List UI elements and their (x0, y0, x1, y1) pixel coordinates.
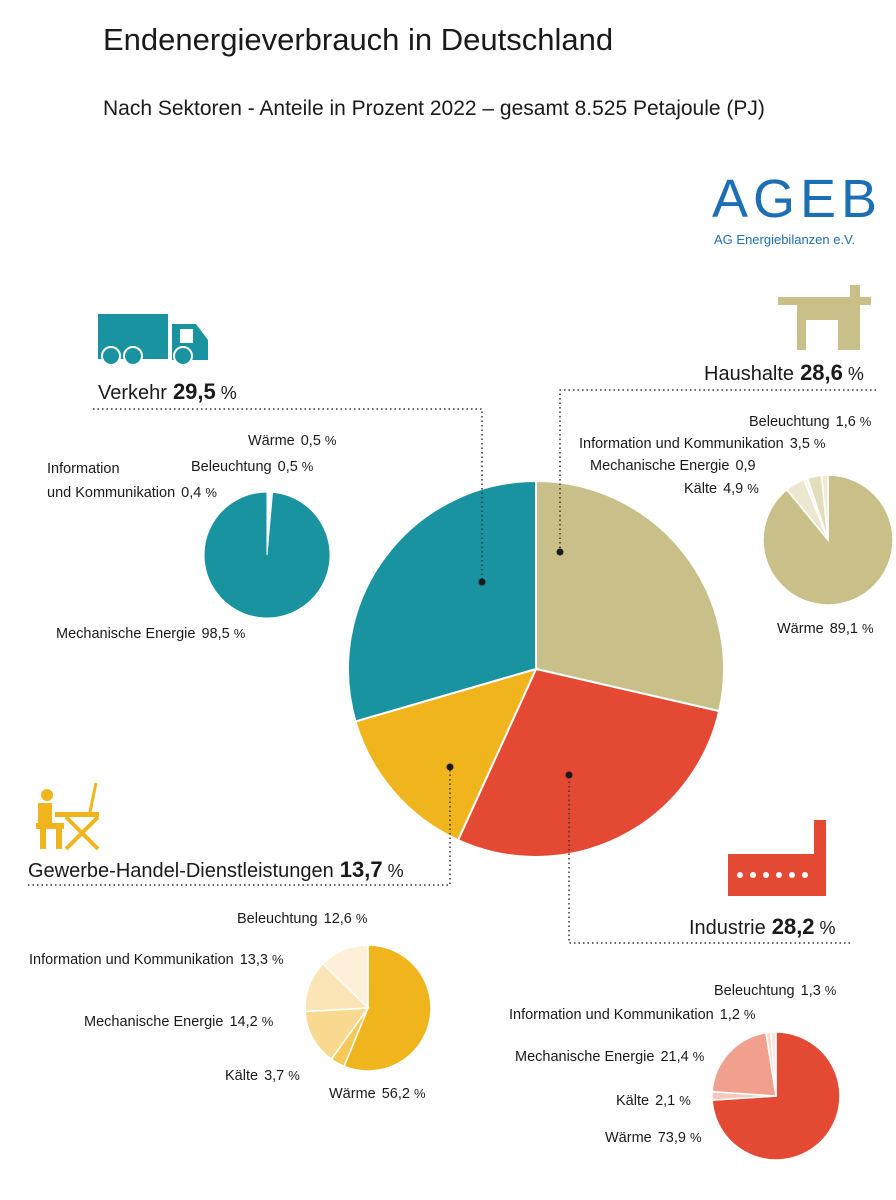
sector-label-haushalte (704, 360, 864, 386)
haushalte-label-kaelte: Kälte 4,9 % (684, 481, 759, 497)
sector-label-industrie (689, 914, 836, 940)
sector-value: 13,7 (339, 857, 383, 882)
truck-icon (98, 314, 208, 365)
haushalte-label-mech: Mechanische Energie 0,9 (590, 458, 756, 474)
sector-unit: % (220, 383, 237, 403)
sector-unit: % (387, 861, 404, 881)
verkehr-pie-chart (204, 492, 330, 618)
sector-value: 28,6 (800, 360, 843, 385)
ghd-label-waerme: Wärme 56,2 % (329, 1086, 426, 1102)
industrie-label-waerme: Wärme 73,9 % (605, 1130, 702, 1146)
industrie-slice-mech (712, 1033, 776, 1096)
page-title: Endenergieverbrauch in Deutschland (103, 22, 614, 57)
ghd-label-beleuchtung: Beleuchtung 12,6 % (237, 911, 368, 927)
haushalte-label-waerme: Wärme 89,1 % (777, 621, 874, 637)
ghd-label-mech: Mechanische Energie 14,2 % (84, 1014, 274, 1030)
industrie-label-mech: Mechanische Energie 21,4 % (515, 1049, 705, 1065)
sector-label-verkehr (98, 379, 237, 405)
verkehr-label-waerme: Wärme 0,5 % (248, 433, 337, 449)
sector-name: Industrie (689, 917, 766, 939)
ghd-label-iuk: Information und Kommunikation 13,3 % (29, 952, 284, 968)
industrie-pie-chart (712, 1032, 840, 1160)
leader-dot-haushalte (557, 549, 564, 556)
ghd-pie-chart (305, 945, 431, 1071)
sector-name: Verkehr (98, 382, 167, 404)
sector-label-ghd (28, 857, 404, 883)
ageb-logo: AGEB (712, 169, 883, 229)
verkehr-label-iuk-line1: Information (47, 461, 120, 477)
main-pie-chart (348, 481, 724, 857)
industrie-label-beleuchtung: Beleuchtung 1,3 % (714, 983, 837, 999)
sector-unit: % (819, 918, 836, 938)
ghd-label-kaelte: Kälte 3,7 % (225, 1068, 300, 1084)
haushalte-label-beleuchtung: Beleuchtung 1,6 % (749, 414, 872, 430)
sector-unit: % (847, 364, 864, 384)
verkehr-label-mech: Mechanische Energie 98,5 % (56, 626, 246, 642)
house-icon (778, 285, 871, 350)
sector-value: 28,2 (771, 914, 815, 939)
verkehr-label-iuk: und Kommunikation 0,4 % (47, 485, 217, 501)
ageb-logo-subtitle: AG Energiebilanzen e.V. (714, 232, 856, 247)
leader-dot-ghd (447, 764, 454, 771)
verkehr-label-beleuchtung: Beleuchtung 0,5 % (191, 459, 314, 475)
sector-name: Haushalte (704, 363, 795, 385)
industrie-label-kaelte: Kälte 2,1 % (616, 1093, 691, 1109)
office-desk-icon (36, 783, 99, 849)
industrie-label-iuk: Information und Kommunikation 1,2 % (509, 1007, 756, 1023)
verkehr-slice-mech (204, 492, 330, 618)
leader-dot-industrie (566, 772, 573, 779)
leader-dot-verkehr (479, 579, 486, 586)
haushalte-label-iuk: Information und Kommunikation 3,5 % (579, 436, 826, 452)
sector-value: 29,5 (172, 379, 216, 404)
factory-icon (728, 820, 826, 896)
sector-name: Gewerbe-Handel-Dienstleistungen (28, 860, 334, 882)
haushalte-pie-chart (763, 475, 893, 605)
page-subtitle: Nach Sektoren - Anteile in Prozent 2022 – gesamt 8.525 Petajoule (PJ) (103, 97, 765, 120)
